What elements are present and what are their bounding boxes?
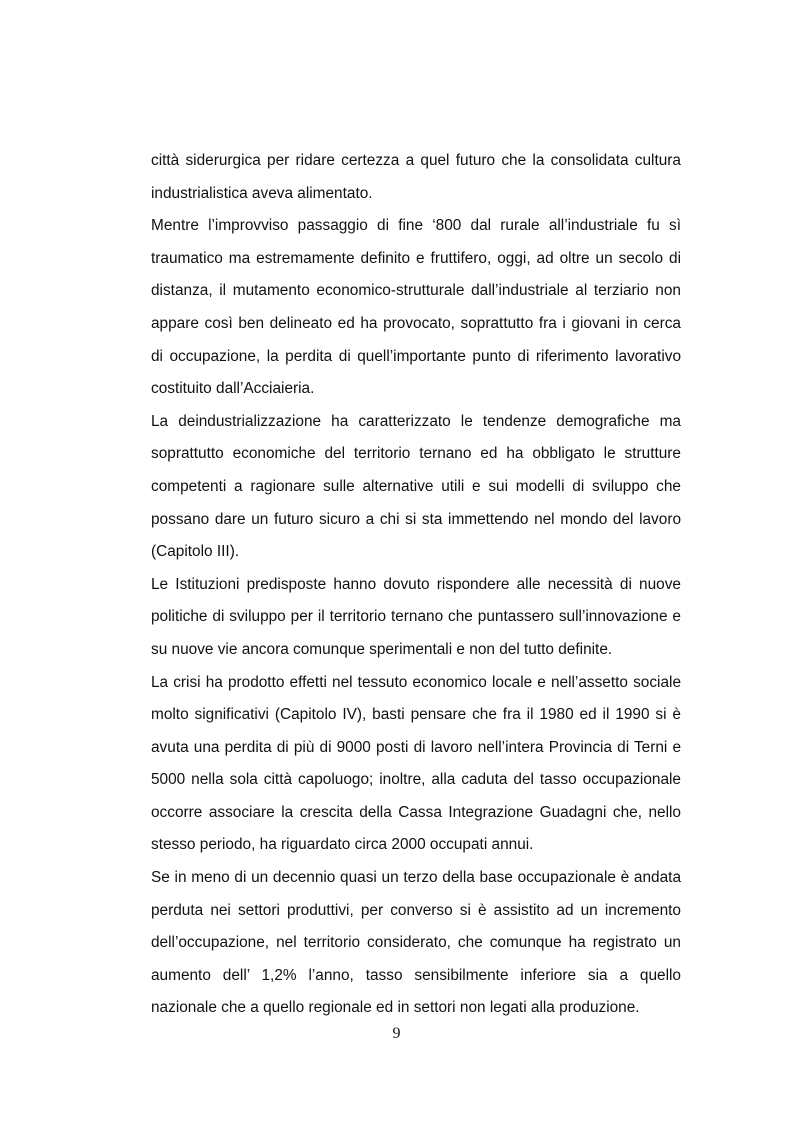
- paragraph: Le Istituzioni predisposte hanno dovuto rispondere alle necessità di nuove politiche di sviluppo per il territorio ternano che puntassero sull’innovazione e su nuove vie ancora comunque sperimentali e non del tutto definite.: [151, 575, 681, 658]
- paragraph: città siderurgica per ridare certezza a quel futuro che la consolidata cultura industrialistica aveva alimentato.: [151, 152, 681, 202]
- paragraph: Mentre l’improvviso passaggio di fine ‘800 dal rurale all’industriale fu sì traumatico ma estremamente definito e fruttifero, oggi, ad oltre un secolo di distanza, il mutamento economico-strutturale dall’industriale al terziario non appare così ben delineato ed ha provocato, soprattutto fra i giovani in cerca di occupazione, la perdita di quell’importante punto di riferimento lavorativo costituito dall’Acciaieria.: [151, 217, 681, 398]
- body-text: [151, 145, 681, 1025]
- page-number: 9: [392, 1025, 401, 1042]
- paragraph: Se in meno di un decennio quasi un terzo della base occupazionale è andata perduta nei settori produttivi, per converso si è assistito ad un incremento dell’occupazione, nel territorio considerato, che comunque ha registrato un aumento dell’ 1,2% l’anno, tasso sensibilmente inferiore sia a quello nazionale che a quello regionale ed in settori non legati alla produzione.: [151, 869, 681, 1017]
- paragraph: La deindustrializzazione ha caratterizzato le tendenze demografiche ma soprattutto economiche del territorio ternano ed ha obbligato le strutture competenti a ragionare sulle alternative utili e sui modelli di sviluppo che possano dare un futuro sicuro a chi si sta immettendo nel mondo del lavoro (Capitolo III).: [151, 412, 681, 561]
- paragraph: La crisi ha prodotto effetti nel tessuto economico locale e nell’assetto sociale molto significativi (Capitolo IV), basti pensare che fra il 1980 ed il 1990 si è avuta una perdita di più di 9000 posti di lavoro nell’intera Provincia di Terni e 5000 nella sola città capoluogo; inoltre, alla caduta del tasso occupazionale occorre associare la crescita della Cassa Integrazione Guadagni che, nello stesso periodo, ha riguardato circa 2000 occupati annui.: [151, 673, 681, 854]
